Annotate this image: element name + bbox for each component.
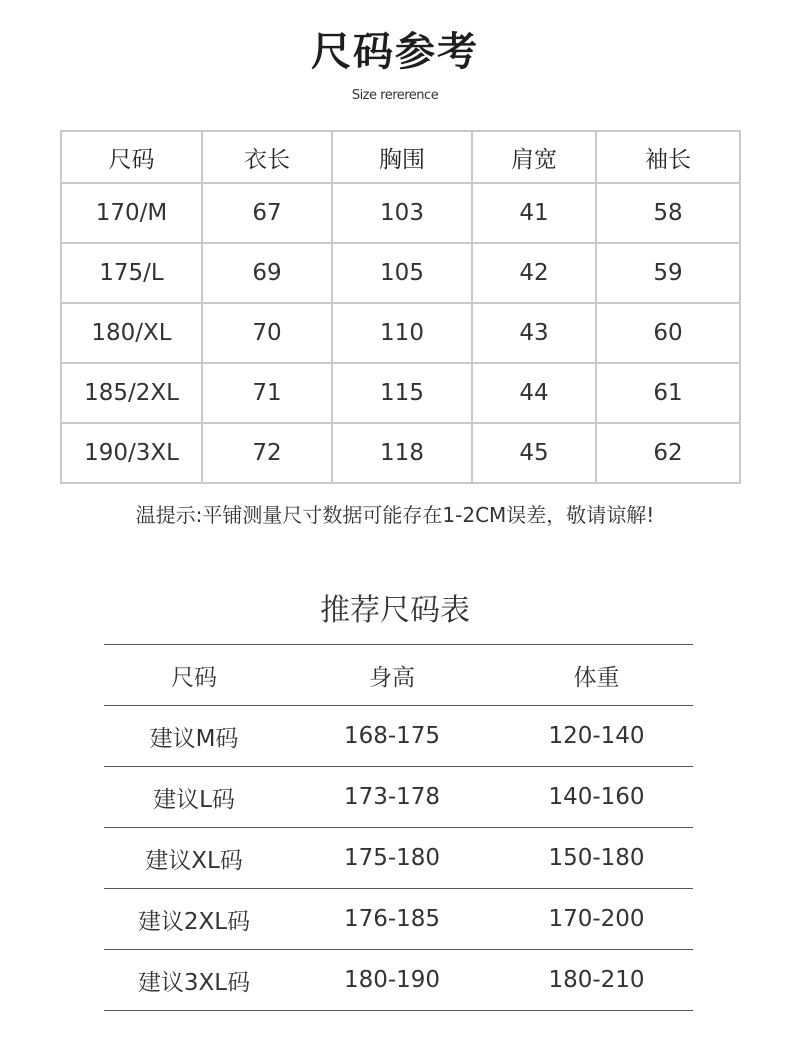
table-row: [61, 243, 740, 303]
recommend-table: [104, 644, 693, 1011]
cell-sleeve: 58: [596, 183, 740, 243]
cell-chest: 115: [332, 363, 472, 423]
table-row: [104, 767, 693, 828]
header-shoulder: 肩宽: [472, 131, 596, 183]
cell-length: 70: [202, 303, 332, 363]
cell-height: 175-180: [284, 828, 500, 889]
size-table: [60, 130, 741, 484]
cell-weight: 170-200: [500, 889, 693, 950]
cell-chest: 105: [332, 243, 472, 303]
cell-shoulder: 44: [472, 363, 596, 423]
table-row: [104, 706, 693, 767]
page-title: 尺码参考: [311, 29, 479, 75]
cell-size: 190/3XL: [61, 423, 202, 483]
cell-shoulder: 45: [472, 423, 596, 483]
cell-height: 168-175: [284, 706, 500, 767]
cell-chest: 103: [332, 183, 472, 243]
measurement-tip: 温提示:平铺测量尺寸数据可能存在1-2CM误差，敬请谅解!: [135, 503, 655, 527]
table-row: [104, 828, 693, 889]
cell-sleeve: 60: [596, 303, 740, 363]
cell-height: 173-178: [284, 767, 500, 828]
cell-size: 180/XL: [61, 303, 202, 363]
size-table-header-row: [61, 131, 740, 183]
cell-recommended-size: 建议M码: [104, 706, 284, 767]
cell-size: 170/M: [61, 183, 202, 243]
header-size: 尺码: [61, 131, 202, 183]
table-row: [61, 423, 740, 483]
recommend-title: 推荐尺码表: [320, 593, 470, 628]
cell-recommended-size: 建议3XL码: [104, 950, 284, 1011]
cell-recommended-size: 建议XL码: [104, 828, 284, 889]
recommend-header-row: [104, 645, 693, 706]
cell-sleeve: 62: [596, 423, 740, 483]
cell-shoulder: 42: [472, 243, 596, 303]
header-weight: 体重: [500, 645, 693, 706]
cell-length: 71: [202, 363, 332, 423]
table-row: [104, 889, 693, 950]
header-length: 衣长: [202, 131, 332, 183]
cell-length: 69: [202, 243, 332, 303]
cell-recommended-size: 建议2XL码: [104, 889, 284, 950]
cell-weight: 120-140: [500, 706, 693, 767]
cell-height: 176-185: [284, 889, 500, 950]
cell-shoulder: 43: [472, 303, 596, 363]
cell-weight: 180-210: [500, 950, 693, 1011]
cell-weight: 150-180: [500, 828, 693, 889]
header-height: 身高: [284, 645, 500, 706]
header-size: 尺码: [104, 645, 284, 706]
cell-size: 185/2XL: [61, 363, 202, 423]
page-subtitle: Size rererence: [351, 88, 439, 103]
header-chest: 胸围: [332, 131, 472, 183]
cell-length: 72: [202, 423, 332, 483]
table-row: [61, 363, 740, 423]
cell-height: 180-190: [284, 950, 500, 1011]
cell-recommended-size: 建议L码: [104, 767, 284, 828]
cell-chest: 118: [332, 423, 472, 483]
cell-chest: 110: [332, 303, 472, 363]
cell-shoulder: 41: [472, 183, 596, 243]
table-row: [61, 183, 740, 243]
cell-weight: 140-160: [500, 767, 693, 828]
cell-size: 175/L: [61, 243, 202, 303]
cell-sleeve: 61: [596, 363, 740, 423]
table-row: [61, 303, 740, 363]
table-row: [104, 950, 693, 1011]
header-sleeve: 袖长: [596, 131, 740, 183]
cell-length: 67: [202, 183, 332, 243]
cell-sleeve: 59: [596, 243, 740, 303]
